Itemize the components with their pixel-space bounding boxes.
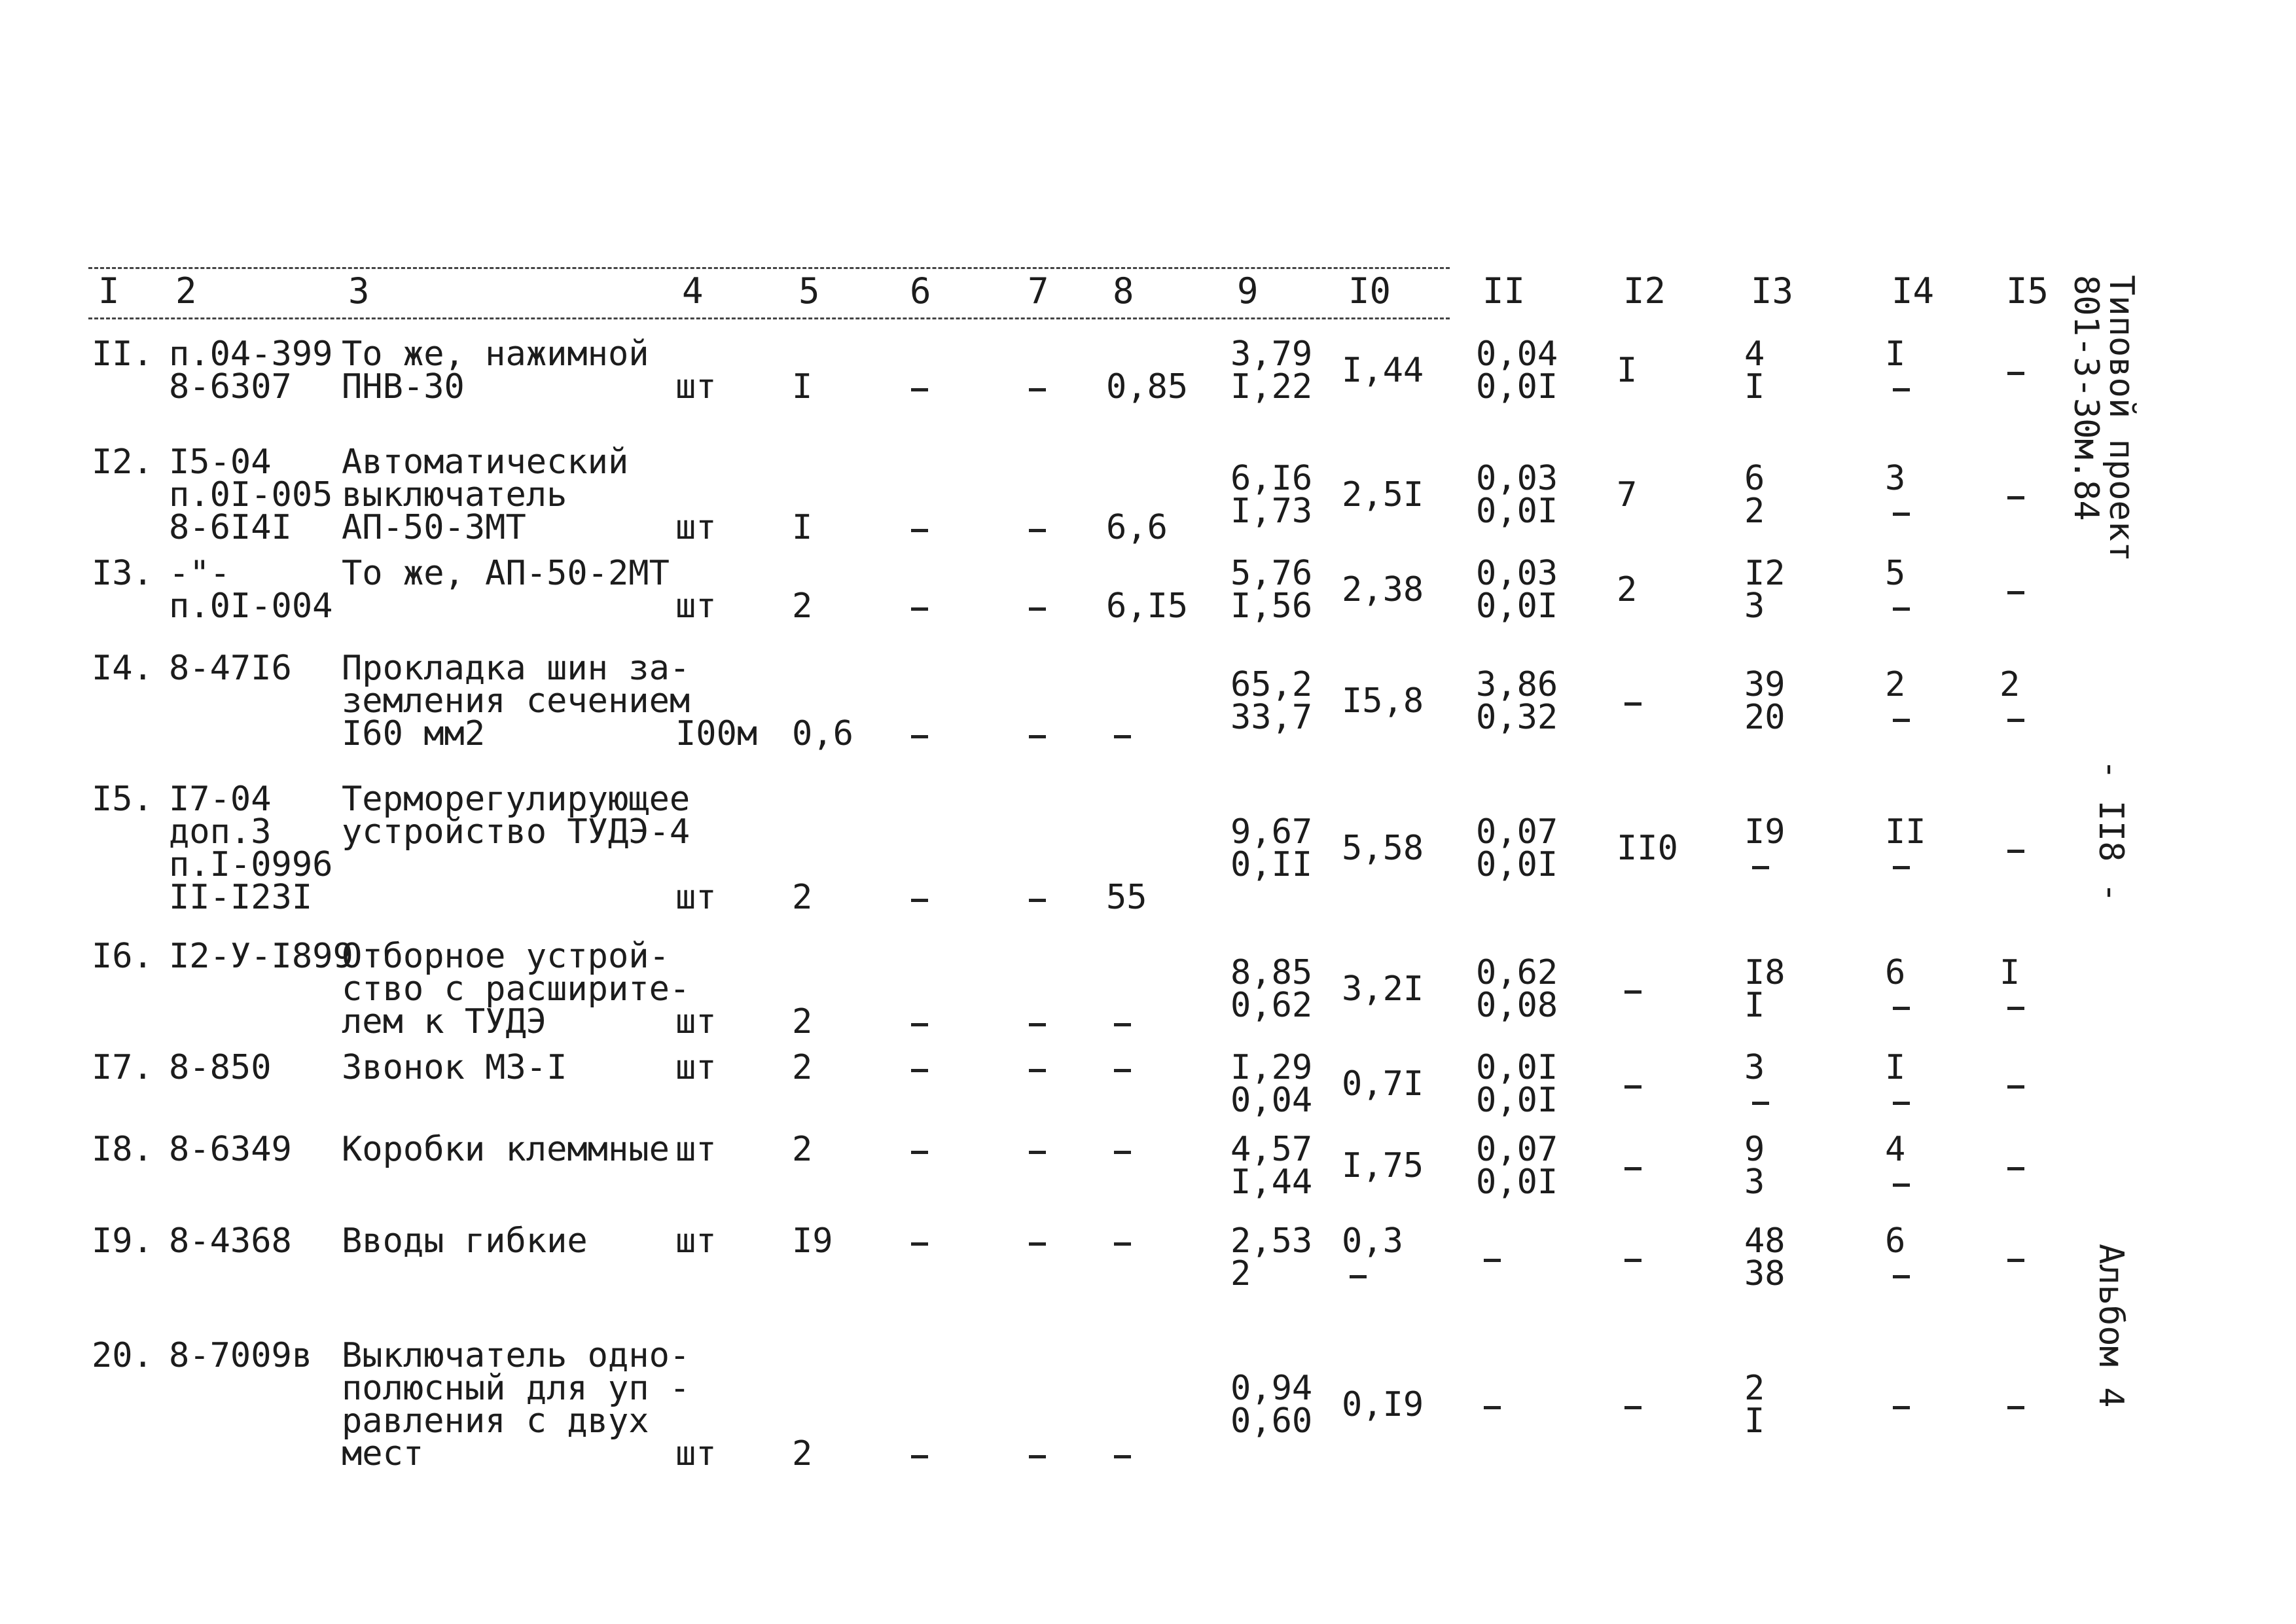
row-I9-c14-dash [1893,1275,1910,1278]
row-II-code-line-2: 8-6307 [169,367,292,406]
row-I3-c14-line-1: 5 [1885,554,1906,593]
header-col-1: I [98,270,120,312]
row-I8-c13-line-2: 3 [1744,1163,1765,1202]
row-I2-c13-line-1: 6 [1744,459,1765,498]
row-I7-n: I7. [92,1048,153,1087]
row-I6-c14-line-1: 6 [1885,953,1906,992]
header-col-15: I5 [2006,270,2049,312]
row-I2-c9-line-2: I,73 [1230,492,1313,531]
row-II-c6-dash [911,388,928,391]
row-I6-c13-line-1: I8 [1744,953,1785,992]
row-I4-c6-dash [911,735,928,738]
row-I7-qty: 2 [792,1048,813,1087]
row-I9-unit: шт [675,1221,717,1261]
row-I9-c13-line-2: 38 [1744,1254,1785,1293]
row-II-c13-line-2: I [1744,367,1765,406]
row-I6-c14-dash [1893,1007,1910,1010]
row-I5-c13-dash [1752,866,1769,869]
page-number: - II8 - [2091,759,2130,903]
row-20-c8-dash [1114,1455,1131,1458]
side-title-line-2: 801-3-30м.84 [2066,275,2106,521]
row-I9-c8-dash [1114,1242,1131,1246]
row-I8-c13-line-1: 9 [1744,1130,1765,1169]
row-I8-unit: шт [675,1130,717,1169]
row-I4-c13-line-1: 39 [1744,665,1785,704]
row-I4-c12-dash [1624,702,1641,706]
row-II-c7-dash [1029,388,1046,391]
row-I3-c7-dash [1029,607,1046,611]
row-I5-c11-line-2: 0,0I [1476,845,1558,884]
row-I7-c11-line-1: 0,0I [1476,1048,1558,1087]
row-I7-c13-dash [1752,1102,1769,1105]
header-bottom-rule [88,317,1450,319]
header-col-14: I4 [1892,270,1935,312]
row-I3-c8: 6,I5 [1106,586,1189,626]
row-I8-c9-line-1: 4,57 [1230,1130,1313,1169]
row-I3-code-line-2: п.0I-004 [169,586,333,626]
row-I2-c12: 7 [1617,475,1638,514]
header-col-6: 6 [910,270,931,312]
row-I3-unit: шт [675,586,717,626]
row-I3-c9-line-1: 5,76 [1230,554,1313,593]
row-I5-c15-dash [2007,850,2024,853]
row-I4-name-line-3: I60 мм2 [342,714,486,753]
row-I8-code-line-1: 8-6349 [169,1130,292,1169]
row-I8-c11-line-2: 0,0I [1476,1163,1558,1202]
row-I2-code-line-2: п.0I-005 [169,475,333,514]
header-col-12: I2 [1623,270,1666,312]
row-20-c7-dash [1029,1455,1046,1458]
row-I5-c10: 5,58 [1342,829,1424,868]
row-I8-c15-dash [2007,1167,2024,1170]
row-II-name-line-1: То же, нажимной [342,334,649,374]
row-II-qty: I [792,367,813,406]
row-I7-name-line-1: Звонок МЗ-I [342,1048,567,1087]
side-title [2068,275,2139,562]
row-I6-unit: шт [675,1002,717,1041]
row-20-c13-line-2: I [1744,1401,1765,1441]
row-I8-c8-dash [1114,1151,1131,1154]
row-I7-code-line-1: 8-850 [169,1048,272,1087]
row-II-c14-dash [1893,388,1910,391]
row-I7-unit: шт [675,1048,717,1087]
row-20-n: 20. [92,1336,153,1375]
row-II-name-line-2: ПНВ-30 [342,367,465,406]
row-I2-code-line-1: I5-04 [169,442,272,482]
row-I9-c9-line-2: 2 [1230,1254,1251,1293]
row-I5-name-line-2: устройство ТУДЭ-4 [342,812,691,852]
row-I8-name-line-1: Коробки клеммные [342,1130,670,1169]
row-I6-n: I6. [92,937,153,976]
row-I6-c15-dash [2007,1007,2024,1010]
row-I7-c14-dash [1893,1102,1910,1105]
row-I9-c10-dash [1350,1275,1367,1278]
row-I5-c8: 55 [1106,878,1147,917]
row-I2-code-line-3: 8-6I4I [169,508,292,547]
row-20-c15-dash [2007,1406,2024,1409]
header-col-4: 4 [682,270,704,312]
row-I7-c9-line-1: I,29 [1230,1048,1313,1087]
row-II-c9-line-1: 3,79 [1230,334,1313,374]
row-20-c9-line-2: 0,60 [1230,1401,1313,1441]
row-I7-c14-line-1: I [1885,1048,1906,1087]
row-I6-c11-line-1: 0,62 [1476,953,1558,992]
row-I2-unit: шт [675,508,717,547]
row-I5-name-line-1: Терморегулирующее [342,780,691,819]
row-I9-code-line-1: 8-4368 [169,1221,292,1261]
row-II-c12: I [1617,351,1638,390]
row-I2-c13-line-2: 2 [1744,492,1765,531]
row-I7-c7-dash [1029,1069,1046,1072]
header-col-8: 8 [1113,270,1134,312]
row-I5-unit: шт [675,878,717,917]
row-I7-c10: 0,7I [1342,1064,1424,1104]
row-I2-name-line-2: выключатель [342,475,567,514]
row-I2-c6-dash [911,529,928,532]
row-I2-c14-line-1: 3 [1885,459,1906,498]
row-II-c10: I,44 [1342,351,1424,390]
row-I2-c7-dash [1029,529,1046,532]
row-I5-c6-dash [911,899,928,902]
row-20-name-line-3: равления с двух [342,1401,649,1441]
row-I6-c10: 3,2I [1342,969,1424,1009]
row-I3-c13-line-2: 3 [1744,586,1765,626]
row-I5-c9-line-2: 0,II [1230,845,1313,884]
row-I4-c11-line-2: 0,32 [1476,698,1558,737]
row-I8-c7-dash [1029,1151,1046,1154]
row-I6-c9-line-1: 8,85 [1230,953,1313,992]
row-II-c11-line-2: 0,0I [1476,367,1558,406]
row-I5-code-line-1: I7-04 [169,780,272,819]
row-I3-c13-line-1: I2 [1744,554,1785,593]
row-I9-c10-line-1: 0,3 [1342,1221,1403,1261]
row-II-c9-line-2: I,22 [1230,367,1313,406]
row-I3-c11-line-2: 0,0I [1476,586,1558,626]
row-I2-name-line-3: АП-50-3МТ [342,508,526,547]
row-II-n: II. [92,334,153,374]
row-I9-c7-dash [1029,1242,1046,1246]
row-I8-c12-dash [1624,1167,1641,1170]
row-I2-c10: 2,5I [1342,475,1424,514]
row-II-code-line-1: п.04-399 [169,334,333,374]
row-II-c14-line-1: I [1885,334,1906,374]
row-I4-c9-line-1: 65,2 [1230,665,1313,704]
row-I6-c12-dash [1624,990,1641,994]
row-I5-code-line-4: II-I23I [169,878,313,917]
row-I2-n: I2. [92,442,153,482]
row-I3-c10: 2,38 [1342,570,1424,609]
row-I8-n: I8. [92,1130,153,1169]
row-I8-c14-dash [1893,1183,1910,1187]
row-I5-qty: 2 [792,878,813,917]
header-col-2: 2 [175,270,197,312]
row-I2-c8: 6,6 [1106,508,1168,547]
row-I7-c8-dash [1114,1069,1131,1072]
row-I4-c10: I5,8 [1342,681,1424,721]
row-20-unit: шт [675,1434,717,1473]
row-I9-qty: I9 [792,1221,833,1261]
row-I9-c12-dash [1624,1259,1641,1262]
row-I6-c13-line-2: I [1744,986,1765,1025]
row-I6-c15-line-1: I [2000,953,2020,992]
row-I2-qty: I [792,508,813,547]
row-I4-name-line-2: земления сечением [342,681,691,721]
row-I4-c15-line-1: 2 [2000,665,2020,704]
row-I4-c7-dash [1029,735,1046,738]
row-I6-qty: 2 [792,1002,813,1041]
row-I5-c14-line-1: II [1885,812,1926,852]
row-20-c10: 0,I9 [1342,1385,1424,1424]
row-I6-c8-dash [1114,1023,1131,1026]
row-I2-c14-dash [1893,513,1910,516]
header-col-9: 9 [1237,270,1259,312]
row-20-name-line-1: Выключатель одно- [342,1336,691,1375]
row-I6-name-line-3: лем к ТУДЭ [342,1002,547,1041]
row-I3-c6-dash [911,607,928,611]
row-20-code-line-1: 8-7009в [169,1336,313,1375]
row-20-name-line-4: мест [342,1434,424,1473]
row-I7-c6-dash [911,1069,928,1072]
row-I3-n: I3. [92,554,153,593]
row-I4-c9-line-2: 33,7 [1230,698,1313,737]
row-I5-c13-line-1: I9 [1744,812,1785,852]
row-20-name-line-2: полюсный для уп - [342,1369,691,1408]
row-I3-c14-dash [1893,607,1910,611]
row-I7-c15-dash [2007,1085,2024,1089]
row-I7-c11-line-2: 0,0I [1476,1081,1558,1120]
row-I6-code-line-1: I2-У-I899 [169,937,353,976]
row-I6-c6-dash [911,1023,928,1026]
row-I5-c12: II0 [1617,829,1678,868]
row-I2-c15-dash [2007,496,2024,499]
row-I9-c15-dash [2007,1259,2024,1262]
row-I4-c14-dash [1893,719,1910,722]
row-I4-n: I4. [92,649,153,688]
row-20-c11-dash [1484,1406,1501,1409]
row-I3-c9-line-2: I,56 [1230,586,1313,626]
row-I8-c6-dash [911,1151,928,1154]
row-20-qty: 2 [792,1434,813,1473]
header-col-5: 5 [798,270,820,312]
row-I4-c11-line-1: 3,86 [1476,665,1558,704]
row-I9-c14-line-1: 6 [1885,1221,1906,1261]
header-col-10: I0 [1348,270,1391,312]
row-II-c13-line-1: 4 [1744,334,1765,374]
row-I5-code-line-3: п.I-0996 [169,845,333,884]
row-I6-name-line-2: ство с расширите- [342,969,691,1009]
row-I3-c11-line-1: 0,03 [1476,554,1558,593]
row-I5-n: I5. [92,780,153,819]
row-I2-c11-line-1: 0,03 [1476,459,1558,498]
row-I3-c15-dash [2007,591,2024,594]
row-20-c12-dash [1624,1406,1641,1409]
row-20-c14-dash [1893,1406,1910,1409]
header-col-13: I3 [1751,270,1794,312]
row-I4-c8-dash [1114,735,1131,738]
header-col-3: 3 [348,270,370,312]
row-20-c13-line-1: 2 [1744,1369,1765,1408]
row-II-c8: 0,85 [1106,367,1189,406]
row-I4-qty: 0,6 [792,714,853,753]
row-I3-c12: 2 [1617,570,1638,609]
header-col-7: 7 [1028,270,1049,312]
row-I7-c9-line-2: 0,04 [1230,1081,1313,1120]
row-I8-c11-line-1: 0,07 [1476,1130,1558,1169]
row-I6-c7-dash [1029,1023,1046,1026]
row-I4-unit: I00м [675,714,758,753]
row-I8-c10: I,75 [1342,1146,1424,1185]
row-II-c15-dash [2007,372,2024,375]
row-I5-code-line-2: доп.3 [169,812,272,852]
album-label: Альбом 4 [2091,1244,2130,1408]
row-I9-c13-line-1: 48 [1744,1221,1785,1261]
row-I9-c6-dash [911,1242,928,1246]
row-I8-c14-line-1: 4 [1885,1130,1906,1169]
row-II-c11-line-1: 0,04 [1476,334,1558,374]
row-20-c9-line-1: 0,94 [1230,1369,1313,1408]
row-I3-qty: 2 [792,586,813,626]
row-I4-name-line-1: Прокладка шин за- [342,649,691,688]
row-I5-c7-dash [1029,899,1046,902]
row-I3-code-line-1: -"- [169,554,230,593]
side-title-line-1: Типовой проект [2102,275,2141,562]
row-I4-c15-dash [2007,719,2024,722]
row-I2-name-line-1: Автоматический [342,442,629,482]
header-col-11: II [1482,270,1526,312]
row-I6-c9-line-2: 0,62 [1230,986,1313,1025]
row-I9-n: I9. [92,1221,153,1261]
row-II-unit: шт [675,367,717,406]
row-I8-c9-line-2: I,44 [1230,1163,1313,1202]
row-I7-c12-dash [1624,1085,1641,1089]
row-I2-c11-line-2: 0,0I [1476,492,1558,531]
row-I8-qty: 2 [792,1130,813,1169]
row-I3-name-line-1: То же, АП-50-2МТ [342,554,670,593]
row-I9-name-line-1: Вводы гибкие [342,1221,588,1261]
row-I4-code-line-1: 8-47I6 [169,649,292,688]
row-I5-c14-dash [1893,866,1910,869]
row-I6-name-line-1: Отборное устрой- [342,937,670,976]
row-I4-c13-line-2: 20 [1744,698,1785,737]
row-I4-c14-line-1: 2 [1885,665,1906,704]
row-I5-c9-line-1: 9,67 [1230,812,1313,852]
row-I2-c9-line-1: 6,I6 [1230,459,1313,498]
row-I9-c11-dash [1484,1259,1501,1262]
row-I6-c11-line-2: 0,08 [1476,986,1558,1025]
row-20-c6-dash [911,1455,928,1458]
row-I9-c9-line-1: 2,53 [1230,1221,1313,1261]
row-I5-c11-line-1: 0,07 [1476,812,1558,852]
row-I7-c13-line-1: 3 [1744,1048,1765,1087]
